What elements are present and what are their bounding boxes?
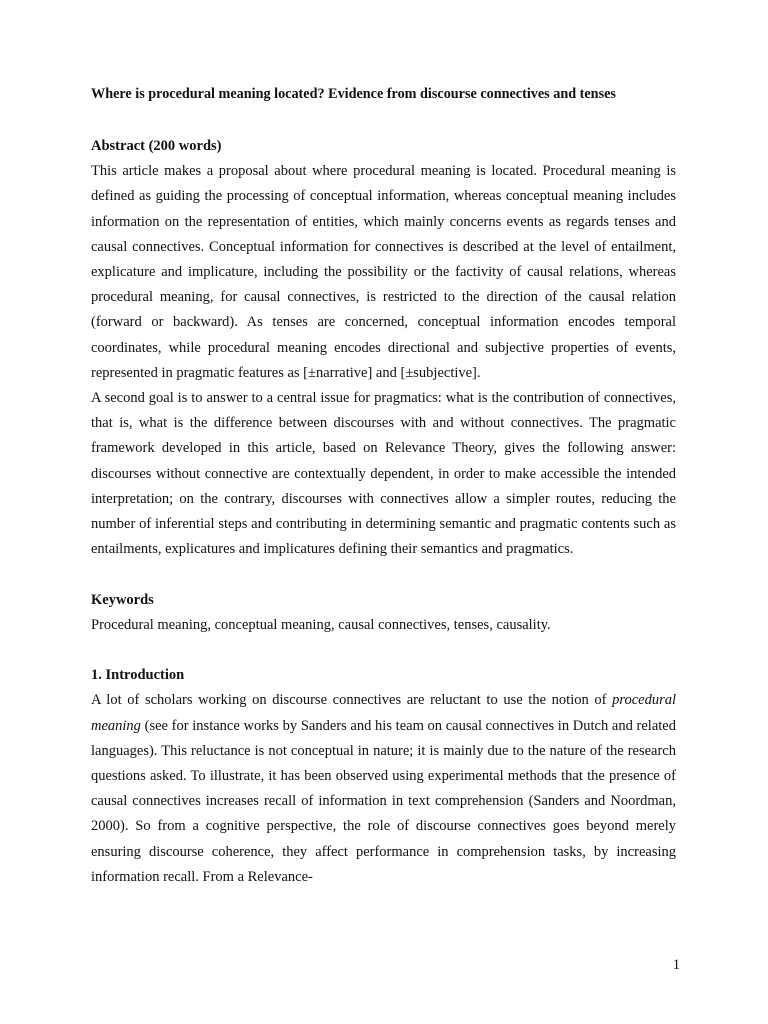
introduction-heading: 1. Introduction bbox=[91, 667, 185, 684]
page-number: 1 bbox=[672, 957, 680, 973]
introduction-lead: A lot of scholars working on discourse connectives are reluctant to use the notion of bbox=[91, 692, 613, 709]
abstract-paragraph-2: A second goal is to answer to a central issue for pragmatics: what is the contribution of connectives, that is, what is the difference between discourses with and without connectives. The pragmatic framework developed in this article, based on Relevance Theory, gives the following answer: discourses without connective are contextually dependent, in order to make accessible the intended interpretation; on the contrary, discourses with connectives allow a simpler routes, reducing the number of inferential steps and contributing in determining semantic and pragmatic contents such as entailments, explicatures and implicatures defining their semantics and pragmatics. bbox=[91, 390, 676, 558]
paper-page bbox=[91, 84, 676, 890]
spacer bbox=[91, 562, 676, 587]
abstract-paragraph-1: This article makes a proposal about where procedural meaning is located. Procedural meaning is defined as guiding the processing of conceptual information, whereas conceptual meaning includes information on the representation of entities, which mainly concerns events as regards tenses and causal connectives. Conceptual information for connectives is described at the level of entailment, explicature and implicature, including the possibility or the factivity of causal relations, whereas procedural meaning, for causal connectives, is restricted to the direction of the causal relation (forward or backward). As tenses are concerned, conceptual information encodes temporal coordinates, while procedural meaning encodes directional and subjective properties of events, represented in pragmatic features as [±narrative] and [±subjective]. bbox=[91, 163, 676, 381]
introduction-paragraph bbox=[91, 688, 676, 890]
introduction-section bbox=[91, 663, 676, 890]
abstract-section bbox=[91, 134, 676, 562]
spacer bbox=[91, 638, 676, 663]
abstract-heading: Abstract (200 words) bbox=[91, 138, 222, 154]
keywords-heading: Keywords bbox=[91, 591, 154, 608]
spacer bbox=[91, 104, 676, 134]
introduction-rest: (see for instance works by Sanders and his team on causal connectives in Dutch and related languages). This reluctance is not conceptual in nature; it is mainly due to the nature of the research questions asked. To illustrate, it has been observed using experimental methods that the presence of causal connectives increases recall of information in text comprehension (Sanders and Noordman, 2000). So from a cognitive perspective, the role of discourse connectives goes beyond merely ensuring discourse coherence, they affect performance in comprehension tasks, by increasing information recall. From a Relevance- bbox=[91, 717, 676, 885]
keywords-section bbox=[91, 588, 676, 638]
keywords-text: Procedural meaning, conceptual meaning, causal connectives, tenses, causality. bbox=[91, 616, 551, 633]
paper-title: Where is procedural meaning located? Evidence from discourse connectives and tenses bbox=[91, 86, 616, 102]
emphasis-term: procedural meaning bbox=[91, 692, 676, 734]
